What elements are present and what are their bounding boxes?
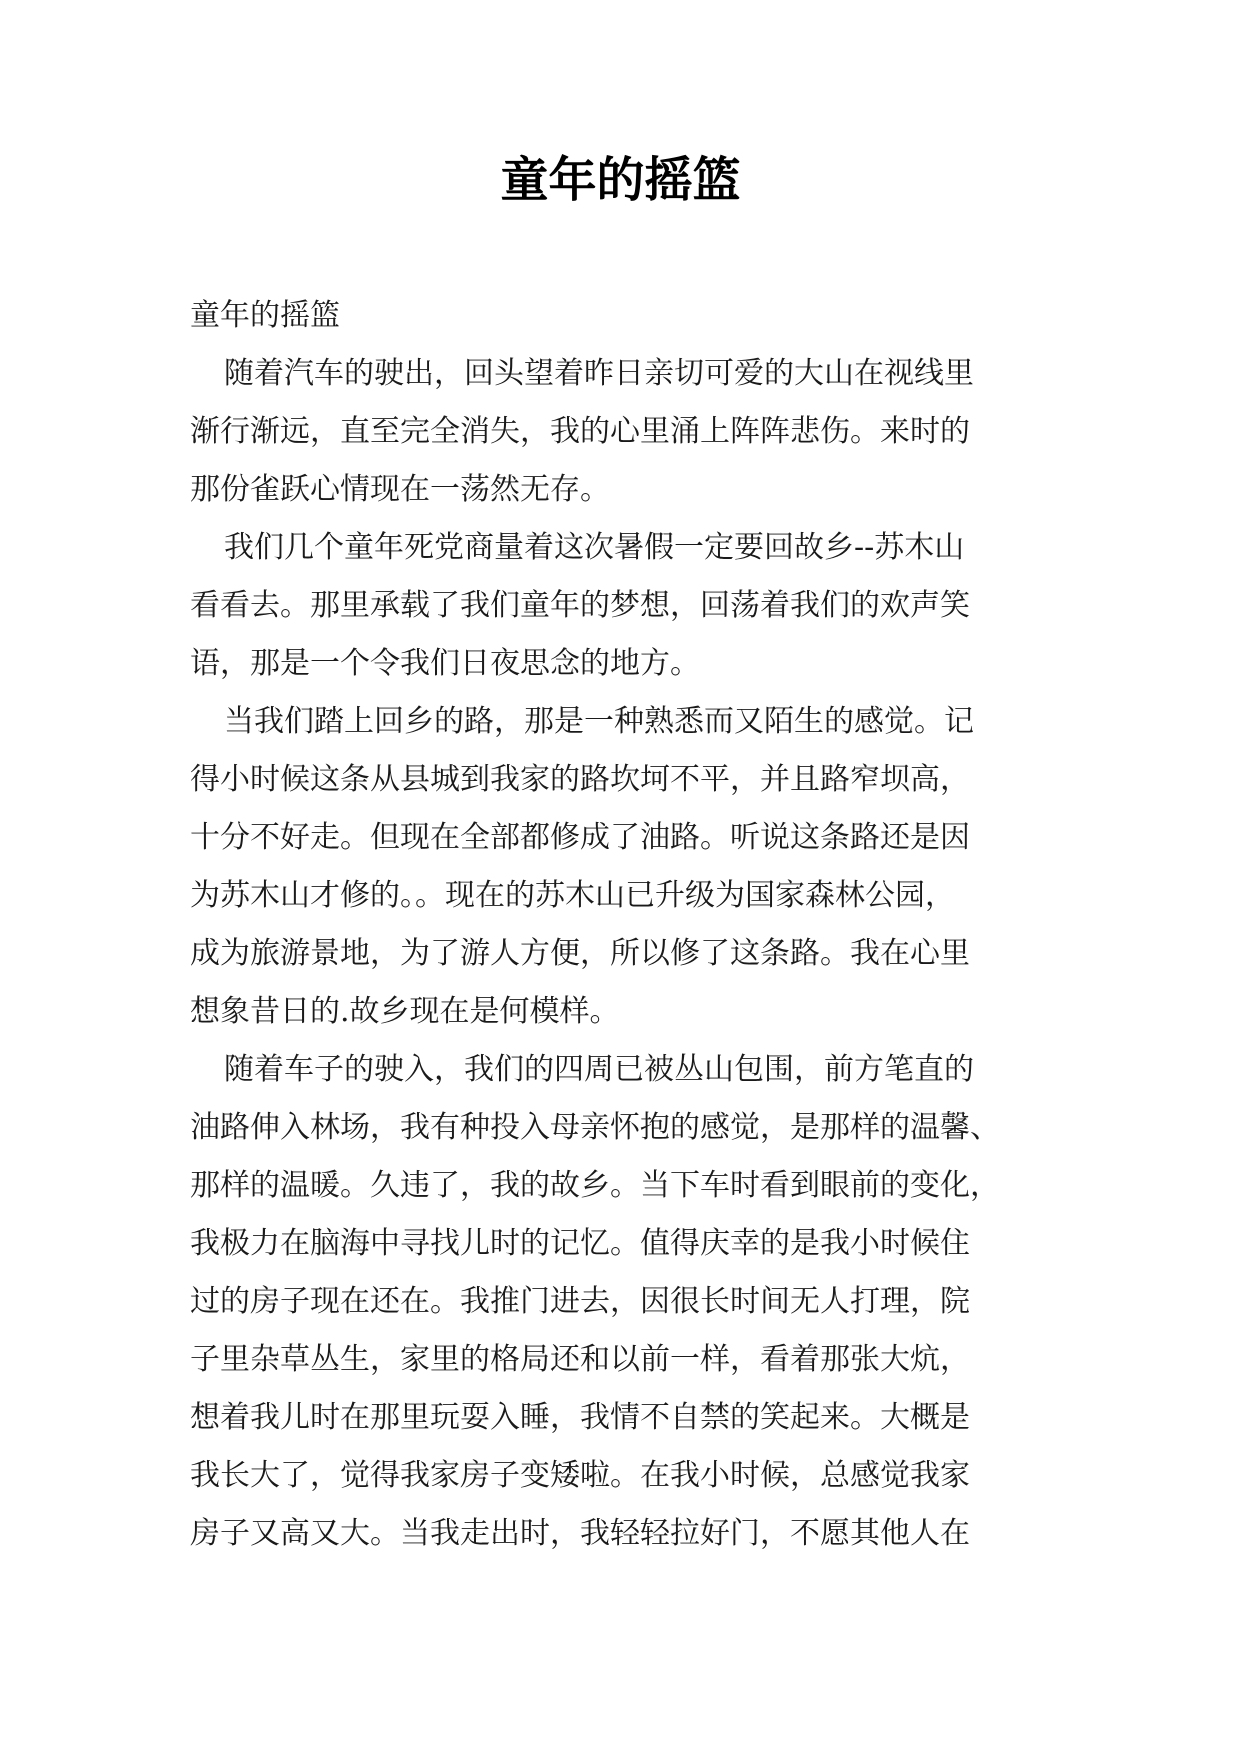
text-line: 随着汽车的驶出，回头望着昨日亲切可爱的大山在视线里: [224, 356, 974, 391]
text-line: 过的房子现在还在。我推门进去，因很长时间无人打理，院: [190, 1284, 970, 1319]
text-line: 得小时候这条从县城到我家的路坎坷不平，并且路窄坝高，: [190, 762, 970, 797]
text-line: 房子又高又大。当我走出时，我轻轻拉好门，不愿其他人在: [190, 1516, 970, 1551]
text-line: 想象昔日的.故乡现在是何模样。: [190, 994, 620, 1029]
text-line: 随着车子的驶入，我们的四周已被丛山包围，前方笔直的: [224, 1052, 974, 1087]
text-line: 当我们踏上回乡的路，那是一种熟悉而又陌生的感觉。记: [224, 704, 974, 739]
text-line: 子里杂草丛生，家里的格局还和以前一样，看着那张大炕，: [190, 1342, 970, 1377]
text-line: 那份雀跃心情现在一荡然无存。: [190, 472, 610, 507]
text-line: 油路伸入林场，我有种投入母亲怀抱的感觉，是那样的温馨、: [190, 1110, 1000, 1145]
text-line: 我长大了，觉得我家房子变矮啦。在我小时候，总感觉我家: [190, 1458, 970, 1493]
text-line: 语，那是一个令我们日夜思念的地方。: [190, 646, 700, 681]
text-line: 童年的摇篮: [190, 298, 340, 333]
document-title: 童年的摇篮: [500, 152, 741, 208]
text-line: 十分不好走。但现在全部都修成了油路。听说这条路还是因: [190, 820, 970, 855]
text-line: 我极力在脑海中寻找儿时的记忆。值得庆幸的是我小时候住: [190, 1226, 970, 1261]
text-line: 那样的温暖。久违了，我的故乡。当下车时看到眼前的变化，: [190, 1168, 1000, 1203]
text-line: 成为旅游景地，为了游人方便，所以修了这条路。我在心里: [190, 936, 970, 971]
text-line: 看看去。那里承载了我们童年的梦想，回荡着我们的欢声笑: [190, 588, 970, 623]
text-line: 我们几个童年死党商量着这次暑假一定要回故乡--苏木山: [224, 530, 965, 565]
text-line: 渐行渐远，直至完全消失，我的心里涌上阵阵悲伤。来时的: [190, 414, 970, 449]
document-body: [190, 287, 1060, 1563]
text-line: 为苏木山才修的。。现在的苏木山已升级为国家森林公园，: [190, 878, 955, 913]
text-line: 想着我儿时在那里玩耍入睡，我情不自禁的笑起来。大概是: [190, 1400, 970, 1435]
